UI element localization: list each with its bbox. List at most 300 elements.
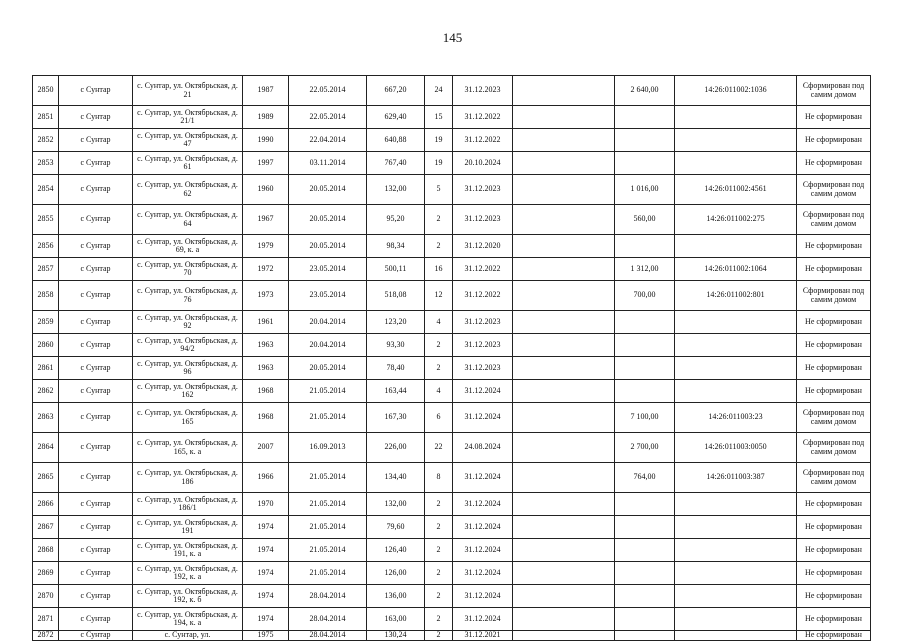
- inspection-date-cell: 16.09.2013: [289, 433, 367, 463]
- row-id-cell: 2871: [33, 608, 59, 631]
- empty-cell: [513, 403, 615, 433]
- area-cell: 163,00: [367, 608, 425, 631]
- inspection-date-cell: 22.05.2014: [289, 106, 367, 129]
- year-built-cell: 1968: [243, 380, 289, 403]
- row-id-cell: 2855: [33, 205, 59, 235]
- settlement-cell: с Сунтар: [59, 281, 133, 311]
- empty-cell: [513, 106, 615, 129]
- count-cell: 2: [425, 205, 453, 235]
- cadastral-number-cell: 14:26:011002:275: [675, 205, 797, 235]
- address-cell: с. Сунтар, ул. Октябрьская, д. 70: [133, 258, 243, 281]
- inspection-date-cell: 21.05.2014: [289, 463, 367, 493]
- area-cell: 130,24: [367, 631, 425, 641]
- land-status-cell: Не сформирован: [797, 631, 871, 641]
- land-status-cell: Не сформирован: [797, 608, 871, 631]
- deadline-cell: 31.12.2020: [453, 235, 513, 258]
- table-row: [33, 562, 871, 585]
- cadastral-number-cell: [675, 493, 797, 516]
- row-id-cell: 2870: [33, 585, 59, 608]
- count-cell: 4: [425, 380, 453, 403]
- area-cell: 123,20: [367, 311, 425, 334]
- address-cell: с. Сунтар, ул. Октябрьская, д. 191: [133, 516, 243, 539]
- cadastral-number-cell: 14:26:011002:1036: [675, 76, 797, 106]
- land-area-cell: 2 640,00: [615, 76, 675, 106]
- row-id-cell: 2872: [33, 631, 59, 641]
- land-area-cell: [615, 311, 675, 334]
- land-status-cell: Не сформирован: [797, 539, 871, 562]
- row-id-cell: 2852: [33, 129, 59, 152]
- table-body: [33, 76, 871, 641]
- cadastral-number-cell: 14:26:011002:1064: [675, 258, 797, 281]
- address-cell: с. Сунтар, ул. Октябрьская, д. 165: [133, 403, 243, 433]
- row-id-cell: 2861: [33, 357, 59, 380]
- empty-cell: [513, 281, 615, 311]
- table-row: [33, 311, 871, 334]
- cadastral-number-cell: [675, 311, 797, 334]
- cadastral-number-cell: [675, 235, 797, 258]
- land-status-cell: Сформирован под самим домом: [797, 403, 871, 433]
- empty-cell: [513, 608, 615, 631]
- land-status-cell: Не сформирован: [797, 493, 871, 516]
- cadastral-number-cell: [675, 585, 797, 608]
- settlement-cell: с Сунтар: [59, 357, 133, 380]
- row-id-cell: 2850: [33, 76, 59, 106]
- land-area-cell: [615, 152, 675, 175]
- address-cell: с. Сунтар, ул. Октябрьская, д. 94/2: [133, 334, 243, 357]
- table-row: [33, 281, 871, 311]
- address-cell: с. Сунтар, ул.: [133, 631, 243, 641]
- table-row: [33, 106, 871, 129]
- area-cell: 518,08: [367, 281, 425, 311]
- empty-cell: [513, 516, 615, 539]
- land-area-cell: 764,00: [615, 463, 675, 493]
- area-cell: 79,60: [367, 516, 425, 539]
- empty-cell: [513, 493, 615, 516]
- year-built-cell: 2007: [243, 433, 289, 463]
- inspection-date-cell: 21.05.2014: [289, 403, 367, 433]
- housing-registry-table: [32, 75, 871, 641]
- cadastral-number-cell: [675, 608, 797, 631]
- area-cell: 78,40: [367, 357, 425, 380]
- land-area-cell: [615, 562, 675, 585]
- year-built-cell: 1990: [243, 129, 289, 152]
- settlement-cell: с Сунтар: [59, 403, 133, 433]
- empty-cell: [513, 380, 615, 403]
- address-cell: с. Сунтар, ул. Октябрьская, д. 21: [133, 76, 243, 106]
- table-row: [33, 585, 871, 608]
- cadastral-number-cell: [675, 334, 797, 357]
- empty-cell: [513, 311, 615, 334]
- table-row: [33, 516, 871, 539]
- deadline-cell: 31.12.2024: [453, 562, 513, 585]
- row-id-cell: 2868: [33, 539, 59, 562]
- count-cell: 15: [425, 106, 453, 129]
- settlement-cell: с Сунтар: [59, 334, 133, 357]
- empty-cell: [513, 205, 615, 235]
- table-row: [33, 357, 871, 380]
- land-area-cell: [615, 380, 675, 403]
- empty-cell: [513, 539, 615, 562]
- deadline-cell: 31.12.2022: [453, 281, 513, 311]
- address-cell: с. Сунтар, ул. Октябрьская, д. 191, к. а: [133, 539, 243, 562]
- settlement-cell: с Сунтар: [59, 585, 133, 608]
- cadastral-number-cell: 14:26:011002:801: [675, 281, 797, 311]
- address-cell: с. Сунтар, ул. Октябрьская, д. 61: [133, 152, 243, 175]
- empty-cell: [513, 585, 615, 608]
- table-row: [33, 258, 871, 281]
- address-cell: с. Сунтар, ул. Октябрьская, д. 64: [133, 205, 243, 235]
- deadline-cell: 31.12.2024: [453, 539, 513, 562]
- inspection-date-cell: 21.05.2014: [289, 493, 367, 516]
- deadline-cell: 31.12.2023: [453, 76, 513, 106]
- inspection-date-cell: 20.05.2014: [289, 357, 367, 380]
- area-cell: 767,40: [367, 152, 425, 175]
- settlement-cell: с Сунтар: [59, 76, 133, 106]
- row-id-cell: 2866: [33, 493, 59, 516]
- inspection-date-cell: 20.05.2014: [289, 205, 367, 235]
- land-area-cell: [615, 334, 675, 357]
- count-cell: 19: [425, 129, 453, 152]
- row-id-cell: 2860: [33, 334, 59, 357]
- inspection-date-cell: 28.04.2014: [289, 585, 367, 608]
- address-cell: с. Сунтар, ул. Октябрьская, д. 162: [133, 380, 243, 403]
- area-cell: 134,40: [367, 463, 425, 493]
- deadline-cell: 31.12.2024: [453, 493, 513, 516]
- cadastral-number-cell: [675, 539, 797, 562]
- year-built-cell: 1960: [243, 175, 289, 205]
- land-area-cell: 560,00: [615, 205, 675, 235]
- land-area-cell: [615, 516, 675, 539]
- deadline-cell: 31.12.2023: [453, 357, 513, 380]
- land-area-cell: [615, 493, 675, 516]
- count-cell: 6: [425, 403, 453, 433]
- address-cell: с. Сунтар, ул. Октябрьская, д. 186/1: [133, 493, 243, 516]
- count-cell: 2: [425, 562, 453, 585]
- inspection-date-cell: 21.05.2014: [289, 380, 367, 403]
- deadline-cell: 31.12.2023: [453, 205, 513, 235]
- inspection-date-cell: 28.04.2014: [289, 608, 367, 631]
- land-status-cell: Не сформирован: [797, 258, 871, 281]
- area-cell: 500,11: [367, 258, 425, 281]
- settlement-cell: с Сунтар: [59, 562, 133, 585]
- land-status-cell: Сформирован под самим домом: [797, 205, 871, 235]
- row-id-cell: 2865: [33, 463, 59, 493]
- empty-cell: [513, 175, 615, 205]
- year-built-cell: 1974: [243, 585, 289, 608]
- table-row: [33, 76, 871, 106]
- table-row: [33, 539, 871, 562]
- address-cell: с. Сунтар, ул. Октябрьская, д. 21/1: [133, 106, 243, 129]
- inspection-date-cell: 28.04.2014: [289, 631, 367, 641]
- land-status-cell: Сформирован под самим домом: [797, 281, 871, 311]
- page-number: 145: [442, 30, 463, 45]
- row-id-cell: 2858: [33, 281, 59, 311]
- inspection-date-cell: 21.05.2014: [289, 562, 367, 585]
- land-area-cell: [615, 235, 675, 258]
- table-row: [33, 334, 871, 357]
- land-status-cell: Не сформирован: [797, 357, 871, 380]
- cadastral-number-cell: [675, 357, 797, 380]
- address-cell: с. Сунтар, ул. Октябрьская, д. 62: [133, 175, 243, 205]
- land-area-cell: 2 700,00: [615, 433, 675, 463]
- address-cell: с. Сунтар, ул. Октябрьская, д. 76: [133, 281, 243, 311]
- area-cell: 163,44: [367, 380, 425, 403]
- address-cell: с. Сунтар, ул. Октябрьская, д. 192, к. б: [133, 585, 243, 608]
- area-cell: 136,00: [367, 585, 425, 608]
- land-area-cell: [615, 585, 675, 608]
- land-area-cell: 700,00: [615, 281, 675, 311]
- count-cell: 4: [425, 311, 453, 334]
- count-cell: 8: [425, 463, 453, 493]
- land-status-cell: Не сформирован: [797, 334, 871, 357]
- deadline-cell: 31.12.2023: [453, 175, 513, 205]
- land-area-cell: 1 312,00: [615, 258, 675, 281]
- cadastral-number-cell: 14:26:011002:4561: [675, 175, 797, 205]
- year-built-cell: 1974: [243, 608, 289, 631]
- land-area-cell: [615, 631, 675, 641]
- year-built-cell: 1975: [243, 631, 289, 641]
- count-cell: 2: [425, 493, 453, 516]
- land-status-cell: Сформирован под самим домом: [797, 175, 871, 205]
- table-row: [33, 608, 871, 631]
- deadline-cell: 24.08.2024: [453, 433, 513, 463]
- row-id-cell: 2869: [33, 562, 59, 585]
- land-status-cell: Не сформирован: [797, 129, 871, 152]
- row-id-cell: 2862: [33, 380, 59, 403]
- year-built-cell: 1974: [243, 516, 289, 539]
- land-status-cell: Не сформирован: [797, 516, 871, 539]
- count-cell: 12: [425, 281, 453, 311]
- address-cell: с. Сунтар, ул. Октябрьская, д. 194, к. а: [133, 608, 243, 631]
- cadastral-number-cell: [675, 380, 797, 403]
- empty-cell: [513, 463, 615, 493]
- row-id-cell: 2853: [33, 152, 59, 175]
- land-status-cell: Сформирован под самим домом: [797, 76, 871, 106]
- area-cell: 226,00: [367, 433, 425, 463]
- area-cell: 167,30: [367, 403, 425, 433]
- land-area-cell: [615, 357, 675, 380]
- year-built-cell: 1963: [243, 334, 289, 357]
- cadastral-number-cell: [675, 562, 797, 585]
- deadline-cell: 31.12.2023: [453, 311, 513, 334]
- count-cell: 2: [425, 539, 453, 562]
- inspection-date-cell: 23.05.2014: [289, 281, 367, 311]
- year-built-cell: 1966: [243, 463, 289, 493]
- inspection-date-cell: 22.05.2014: [289, 76, 367, 106]
- year-built-cell: 1972: [243, 258, 289, 281]
- count-cell: 22: [425, 433, 453, 463]
- area-cell: 126,40: [367, 539, 425, 562]
- row-id-cell: 2857: [33, 258, 59, 281]
- cadastral-number-cell: 14:26:011003:23: [675, 403, 797, 433]
- inspection-date-cell: 20.05.2014: [289, 235, 367, 258]
- address-cell: с. Сунтар, ул. Октябрьская, д. 96: [133, 357, 243, 380]
- address-cell: с. Сунтар, ул. Октябрьская, д. 192, к. а: [133, 562, 243, 585]
- area-cell: 132,00: [367, 175, 425, 205]
- area-cell: 640,88: [367, 129, 425, 152]
- settlement-cell: с Сунтар: [59, 129, 133, 152]
- empty-cell: [513, 357, 615, 380]
- settlement-cell: с Сунтар: [59, 152, 133, 175]
- table-row: [33, 403, 871, 433]
- settlement-cell: с Сунтар: [59, 539, 133, 562]
- count-cell: 2: [425, 608, 453, 631]
- inspection-date-cell: 22.04.2014: [289, 129, 367, 152]
- inspection-date-cell: 03.11.2014: [289, 152, 367, 175]
- land-status-cell: Не сформирован: [797, 235, 871, 258]
- area-cell: 93,30: [367, 334, 425, 357]
- deadline-cell: 31.12.2022: [453, 129, 513, 152]
- area-cell: 629,40: [367, 106, 425, 129]
- settlement-cell: с Сунтар: [59, 516, 133, 539]
- table-row: [33, 152, 871, 175]
- table-row: [33, 205, 871, 235]
- area-cell: 667,20: [367, 76, 425, 106]
- count-cell: 2: [425, 585, 453, 608]
- year-built-cell: 1979: [243, 235, 289, 258]
- count-cell: 2: [425, 631, 453, 641]
- inspection-date-cell: 20.04.2014: [289, 334, 367, 357]
- settlement-cell: с Сунтар: [59, 106, 133, 129]
- address-cell: с. Сунтар, ул. Октябрьская, д. 69, к. а: [133, 235, 243, 258]
- row-id-cell: 2863: [33, 403, 59, 433]
- year-built-cell: 1968: [243, 403, 289, 433]
- land-area-cell: [615, 106, 675, 129]
- land-status-cell: Не сформирован: [797, 311, 871, 334]
- inspection-date-cell: 23.05.2014: [289, 258, 367, 281]
- year-built-cell: 1961: [243, 311, 289, 334]
- land-status-cell: Не сформирован: [797, 585, 871, 608]
- empty-cell: [513, 235, 615, 258]
- cadastral-number-cell: 14:26:011003:0050: [675, 433, 797, 463]
- address-cell: с. Сунтар, ул. Октябрьская, д. 165, к. а: [133, 433, 243, 463]
- empty-cell: [513, 334, 615, 357]
- year-built-cell: 1974: [243, 539, 289, 562]
- cadastral-number-cell: [675, 631, 797, 641]
- area-cell: 95,20: [367, 205, 425, 235]
- land-area-cell: 1 016,00: [615, 175, 675, 205]
- year-built-cell: 1970: [243, 493, 289, 516]
- empty-cell: [513, 258, 615, 281]
- cadastral-number-cell: [675, 106, 797, 129]
- deadline-cell: 31.12.2024: [453, 380, 513, 403]
- count-cell: 24: [425, 76, 453, 106]
- empty-cell: [513, 433, 615, 463]
- cadastral-number-cell: [675, 516, 797, 539]
- deadline-cell: 31.12.2022: [453, 258, 513, 281]
- row-id-cell: 2851: [33, 106, 59, 129]
- deadline-cell: 31.12.2023: [453, 334, 513, 357]
- deadline-cell: 31.12.2024: [453, 463, 513, 493]
- deadline-cell: 20.10.2024: [453, 152, 513, 175]
- row-id-cell: 2856: [33, 235, 59, 258]
- settlement-cell: с Сунтар: [59, 631, 133, 641]
- empty-cell: [513, 76, 615, 106]
- table-row: [33, 493, 871, 516]
- deadline-cell: 31.12.2024: [453, 516, 513, 539]
- table-row: [33, 433, 871, 463]
- count-cell: 16: [425, 258, 453, 281]
- empty-cell: [513, 152, 615, 175]
- year-built-cell: 1989: [243, 106, 289, 129]
- year-built-cell: 1974: [243, 562, 289, 585]
- deadline-cell: 31.12.2024: [453, 403, 513, 433]
- table-row: [33, 235, 871, 258]
- settlement-cell: с Сунтар: [59, 608, 133, 631]
- land-status-cell: Не сформирован: [797, 380, 871, 403]
- settlement-cell: с Сунтар: [59, 235, 133, 258]
- land-area-cell: 7 100,00: [615, 403, 675, 433]
- table-row: [33, 129, 871, 152]
- year-built-cell: 1997: [243, 152, 289, 175]
- inspection-date-cell: 20.04.2014: [289, 311, 367, 334]
- count-cell: 5: [425, 175, 453, 205]
- settlement-cell: с Сунтар: [59, 493, 133, 516]
- row-id-cell: 2864: [33, 433, 59, 463]
- table-row: [33, 631, 871, 641]
- deadline-cell: 31.12.2021: [453, 631, 513, 641]
- land-area-cell: [615, 539, 675, 562]
- land-status-cell: Не сформирован: [797, 152, 871, 175]
- address-cell: с. Сунтар, ул. Октябрьская, д. 186: [133, 463, 243, 493]
- count-cell: 19: [425, 152, 453, 175]
- year-built-cell: 1973: [243, 281, 289, 311]
- row-id-cell: 2859: [33, 311, 59, 334]
- settlement-cell: с Сунтар: [59, 258, 133, 281]
- land-status-cell: Сформирован под самим домом: [797, 463, 871, 493]
- year-built-cell: 1987: [243, 76, 289, 106]
- count-cell: 2: [425, 516, 453, 539]
- land-status-cell: Не сформирован: [797, 562, 871, 585]
- settlement-cell: с Сунтар: [59, 175, 133, 205]
- table-row: [33, 380, 871, 403]
- land-area-cell: [615, 608, 675, 631]
- empty-cell: [513, 631, 615, 641]
- cadastral-number-cell: [675, 152, 797, 175]
- cadastral-number-cell: [675, 129, 797, 152]
- area-cell: 98,34: [367, 235, 425, 258]
- land-status-cell: Сформирован под самим домом: [797, 433, 871, 463]
- inspection-date-cell: 20.05.2014: [289, 175, 367, 205]
- year-built-cell: 1967: [243, 205, 289, 235]
- land-area-cell: [615, 129, 675, 152]
- empty-cell: [513, 562, 615, 585]
- land-status-cell: Не сформирован: [797, 106, 871, 129]
- settlement-cell: с Сунтар: [59, 311, 133, 334]
- address-cell: с. Сунтар, ул. Октябрьская, д. 47: [133, 129, 243, 152]
- settlement-cell: с Сунтар: [59, 463, 133, 493]
- deadline-cell: 31.12.2022: [453, 106, 513, 129]
- inspection-date-cell: 21.05.2014: [289, 516, 367, 539]
- settlement-cell: с Сунтар: [59, 380, 133, 403]
- area-cell: 126,00: [367, 562, 425, 585]
- address-cell: с. Сунтар, ул. Октябрьская, д. 92: [133, 311, 243, 334]
- deadline-cell: 31.12.2024: [453, 608, 513, 631]
- row-id-cell: 2854: [33, 175, 59, 205]
- count-cell: 2: [425, 235, 453, 258]
- table-row: [33, 175, 871, 205]
- year-built-cell: 1963: [243, 357, 289, 380]
- area-cell: 132,00: [367, 493, 425, 516]
- settlement-cell: с Сунтар: [59, 433, 133, 463]
- deadline-cell: 31.12.2024: [453, 585, 513, 608]
- row-id-cell: 2867: [33, 516, 59, 539]
- cadastral-number-cell: 14:26:011003:387: [675, 463, 797, 493]
- empty-cell: [513, 129, 615, 152]
- inspection-date-cell: 21.05.2014: [289, 539, 367, 562]
- settlement-cell: с Сунтар: [59, 205, 133, 235]
- table-row: [33, 463, 871, 493]
